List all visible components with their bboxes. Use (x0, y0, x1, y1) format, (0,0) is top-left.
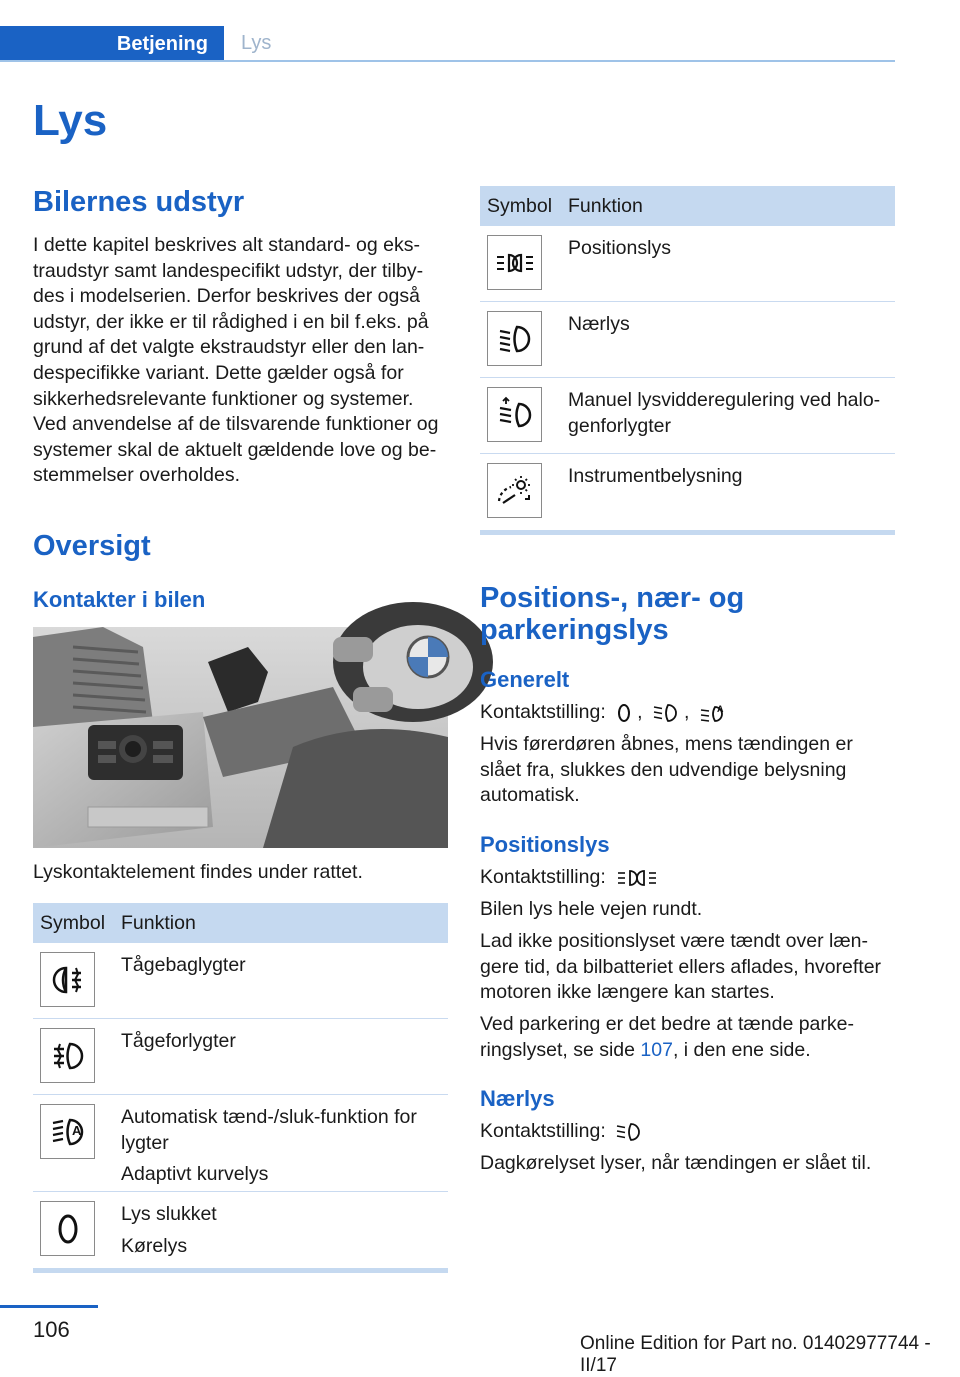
naerlys-line1: Dagkørelyset lyser, når tændingen er slået til. (480, 1152, 872, 1174)
function-text: Instrumentbelysning (568, 465, 743, 487)
function-text: Tågebaglygter (121, 954, 246, 976)
edition-note: Online Edition for Part no. 01402977744 - II/17 (580, 1333, 931, 1376)
heading-bilernes-udstyr: Bilernes udstyr (33, 186, 245, 218)
lights-off-icon (40, 1201, 95, 1256)
table-end-rule (33, 1268, 448, 1273)
text-line: Ved anvendelse af de tilsvarende funktioner og (33, 413, 439, 436)
text-line: des i modelserien. Derfor beskrives der også (33, 285, 420, 308)
generelt-paragraph: Hvis førerdøren åbnes, mens tændingen er slået fra, slukkes den udvendige belysning automatisk. (480, 733, 853, 807)
svg-text:A: A (71, 1122, 81, 1138)
table-row (480, 378, 895, 454)
function-text: Positionslys (568, 237, 671, 259)
page-number: 106 (33, 1317, 70, 1342)
symbol-table-right (480, 186, 895, 535)
col-symbol-header: Symbol (487, 195, 553, 217)
table-header (33, 903, 448, 943)
table-row (33, 943, 448, 1019)
table-row (480, 226, 895, 302)
text-line: udstyr, der ikke er til rådighed i en bil f.eks. på (33, 310, 429, 333)
heading-generelt: Generelt (480, 667, 570, 692)
header-subsection-tab[interactable]: Lys (241, 32, 272, 54)
positionslys-line1: Bilen lys hele vejen rundt. (480, 898, 703, 920)
text-line: I dette kapitel beskrives alt standard- og eks‐ (33, 234, 420, 256)
col-function-header: Funktion (568, 195, 643, 217)
low-beam-icon (487, 311, 542, 366)
header-rule (0, 60, 895, 62)
function-text: Lys slukket Kørelys (121, 1203, 217, 1257)
heading-kontakter: Kontakter i bilen (33, 587, 206, 612)
heading-positions: Positions-, nær- og parkeringslys (480, 582, 745, 646)
symbol-table-left (33, 903, 448, 1273)
col-function-header: Funktion (121, 912, 196, 934)
heading-naerlys: Nærlys (480, 1086, 555, 1111)
function-text: Nærlys (568, 313, 630, 335)
front-fog-light-icon (40, 1028, 95, 1083)
page-link[interactable]: 107 (640, 1038, 673, 1061)
text-line: stemmelser overholdes. (33, 464, 240, 487)
table-row (33, 1192, 448, 1268)
positionslys-switch-line: Kontaktstilling: (480, 865, 663, 891)
positionslys-paragraph-3: Ved parkering er det bedre at tænde parke‐ ringslyset, se side 107, i den ene side. (480, 1013, 854, 1061)
photo-caption: Lyskontaktelement findes under rattet. (33, 861, 363, 883)
header-section-tab[interactable]: Betjening (0, 26, 224, 62)
auto-headlight-icon (699, 702, 727, 724)
low-beam-icon (652, 702, 680, 724)
text-line: traudstyr samt landespecifikt udstyr, der tilby‐ (33, 259, 424, 282)
function-text: Automatisk tænd-/sluk-funktion for lygter Adaptivt kurvelys (121, 1106, 417, 1186)
instrument-lighting-icon (487, 463, 542, 518)
function-text: Tågeforlygter (121, 1030, 236, 1052)
parking-light-icon (615, 867, 659, 889)
page-header (0, 26, 895, 62)
table-row (480, 302, 895, 378)
table-row (33, 1019, 448, 1095)
generelt-switch-line: Kontaktstilling: , , A (480, 700, 731, 726)
naerlys-switch-line: Kontaktstilling: (480, 1119, 647, 1145)
text-line: grund af det valgte ekstraudstyr eller den lan‐ (33, 336, 425, 359)
text-line: systemer skal de aktuelt gældende love og be‐ (33, 438, 437, 461)
text-line: sikkerhedsrelevante funktioner og systemer. (33, 387, 414, 410)
dashboard-photo (33, 627, 448, 848)
parking-light-icon (487, 235, 542, 290)
low-beam-icon (615, 1121, 643, 1143)
heading-positionslys: Positionslys (480, 832, 610, 857)
heading-oversigt: Oversigt (33, 530, 151, 562)
auto-headlight-icon (40, 1104, 95, 1159)
function-text: Manuel lysvidderegulering ved halo‐ genforlygter (568, 389, 881, 437)
footer-rule (0, 1305, 98, 1308)
bilernes-paragraph (33, 233, 453, 489)
rear-fog-light-icon (40, 952, 95, 1007)
lights-off-icon (615, 702, 633, 724)
text-line: despecifikke variant. Dette gælder også for (33, 361, 404, 384)
headlight-range-icon (487, 387, 542, 442)
col-symbol-header: Symbol (40, 912, 106, 934)
table-row (480, 454, 895, 530)
table-row (33, 1095, 448, 1192)
page-title: Lys (33, 96, 108, 145)
positionslys-paragraph-2: Lad ikke positionslyset være tændt over læn‐ gere tid, da bilbatteriet ellers aflades, hvorefter motoren ikke længere kan startes. (480, 930, 882, 1004)
table-header (480, 186, 895, 226)
svg-text:A: A (716, 703, 724, 714)
table-end-rule (480, 530, 895, 535)
